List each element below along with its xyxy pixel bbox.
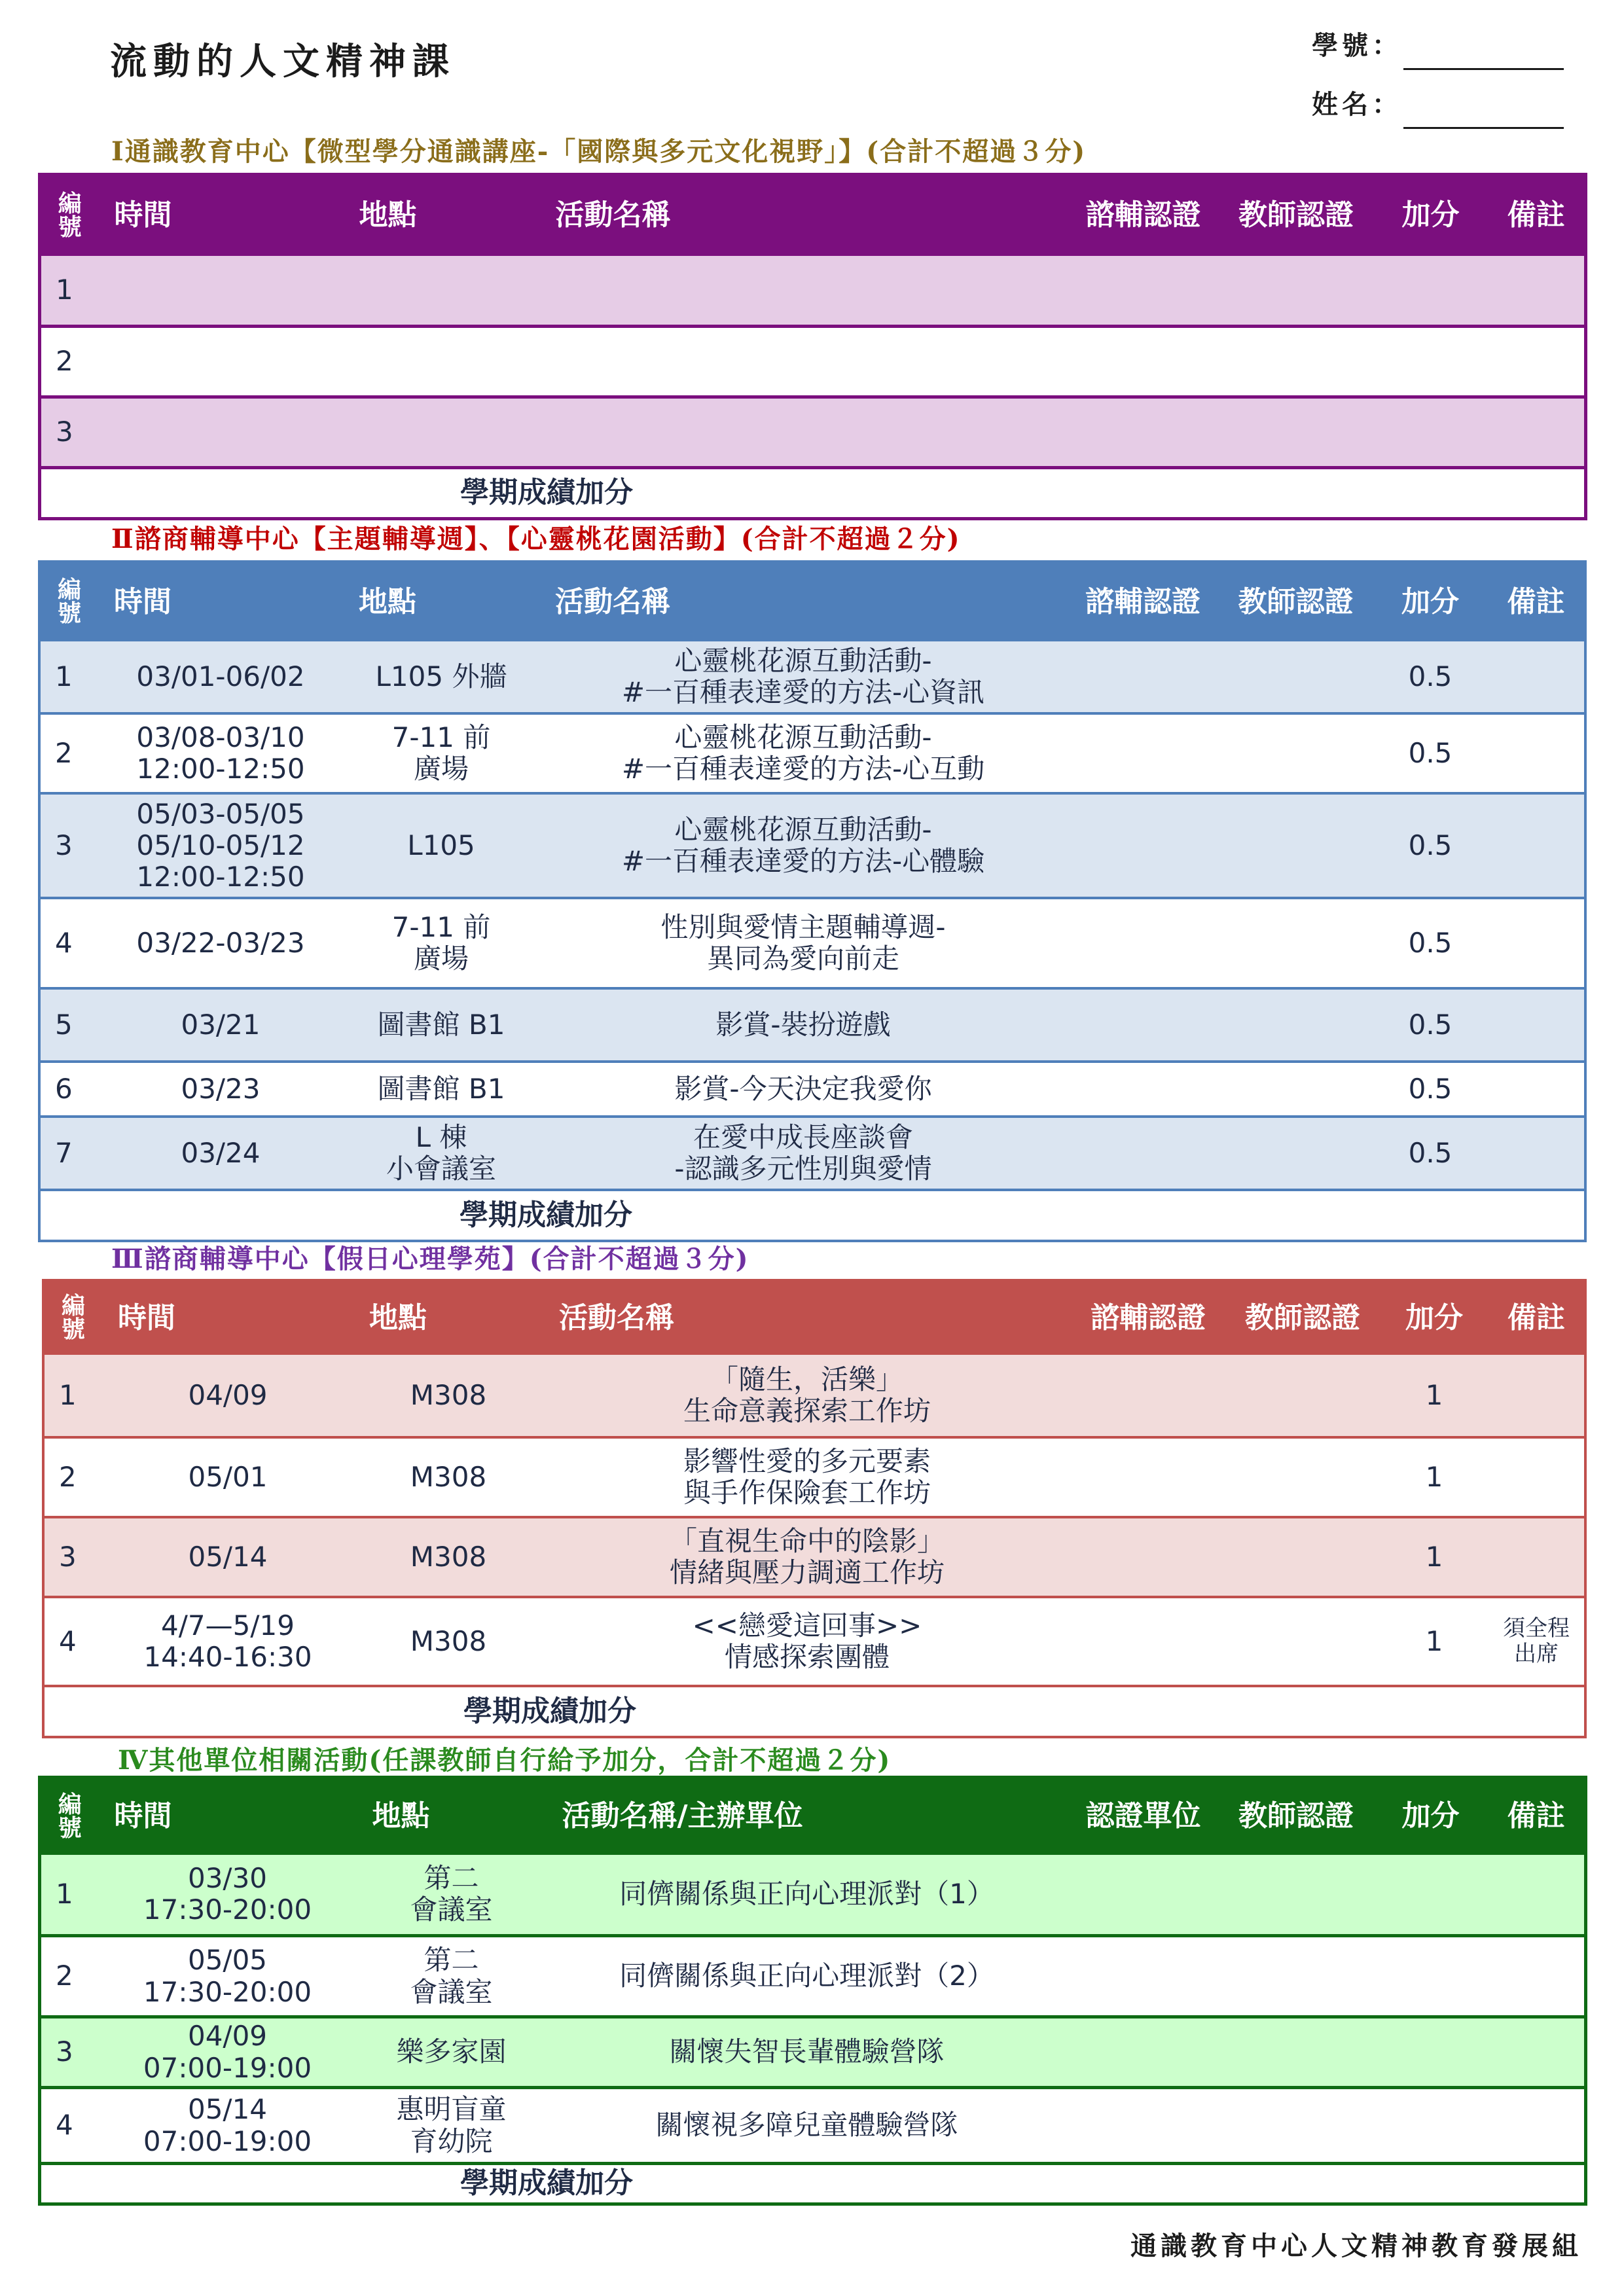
row-teacher[interactable] bbox=[1219, 898, 1373, 988]
row-score: 0.5 bbox=[1373, 793, 1488, 898]
row-activity[interactable] bbox=[540, 256, 1068, 327]
row-score: 0.5 bbox=[1373, 713, 1488, 793]
header-no: 編 號 bbox=[40, 1778, 99, 1855]
row-no: 2 bbox=[39, 713, 98, 793]
header-score: 加分 bbox=[1380, 1280, 1489, 1355]
row-time: 05/01 bbox=[102, 1437, 353, 1517]
table-row bbox=[40, 1936, 1586, 2017]
header-teacher: 教師認證 bbox=[1219, 1778, 1373, 1855]
row-cert[interactable] bbox=[1067, 1062, 1219, 1117]
row-teacher[interactable] bbox=[1225, 1517, 1380, 1597]
row-time: 03/21 bbox=[98, 988, 343, 1062]
table-row bbox=[40, 327, 1586, 397]
row-place: L 棟 小會議室 bbox=[343, 1117, 539, 1190]
row-score: 1 bbox=[1380, 1355, 1489, 1437]
row-teacher[interactable] bbox=[1219, 327, 1373, 397]
row-no: 5 bbox=[39, 988, 98, 1062]
header-place: 地點 bbox=[344, 175, 540, 256]
student-id-field[interactable] bbox=[1312, 25, 1402, 62]
semester-total-label: 學期成績加分 bbox=[460, 476, 633, 510]
row-note bbox=[1489, 1355, 1585, 1437]
row-note bbox=[1488, 988, 1585, 1062]
row-no: 4 bbox=[43, 1597, 102, 1686]
row-note bbox=[1488, 1117, 1585, 1190]
row-cert[interactable] bbox=[1071, 1355, 1225, 1437]
header-score: 加分 bbox=[1373, 1778, 1489, 1855]
row-cert[interactable] bbox=[1067, 713, 1219, 793]
row-note[interactable] bbox=[1489, 2088, 1586, 2164]
row-time: 05/03-05/05 05/10-05/12 12:00-12:50 bbox=[98, 793, 343, 898]
table-header bbox=[40, 1778, 1586, 1855]
row-activity: 影賞-裝扮遊戲 bbox=[539, 988, 1067, 1062]
header-time: 時間 bbox=[99, 175, 344, 256]
section-3-caption: Ⅲ諮商輔導中心【假日心理學苑】(合計不超過３分) bbox=[111, 1244, 749, 1274]
row-note[interactable] bbox=[1489, 327, 1586, 397]
header-note: 備註 bbox=[1489, 1280, 1585, 1355]
name-field[interactable] bbox=[1312, 84, 1402, 121]
row-cert[interactable] bbox=[1068, 327, 1219, 397]
row-activity: <<戀愛這回事>> 情感探索團體 bbox=[543, 1597, 1071, 1686]
row-cert[interactable] bbox=[1067, 793, 1219, 898]
row-note bbox=[1489, 1437, 1585, 1517]
header-note: 備註 bbox=[1488, 562, 1585, 641]
row-note bbox=[1488, 641, 1585, 713]
row-score[interactable] bbox=[1373, 1855, 1489, 1936]
total-row bbox=[40, 2164, 1586, 2204]
section-1-table bbox=[38, 173, 1587, 520]
header-score: 加分 bbox=[1373, 175, 1489, 256]
row-place: 圖書館 B1 bbox=[343, 988, 539, 1062]
row-note[interactable] bbox=[1489, 1936, 1586, 2017]
row-note bbox=[1488, 898, 1585, 988]
row-score[interactable] bbox=[1373, 256, 1489, 327]
row-place[interactable] bbox=[344, 397, 540, 468]
table-row bbox=[40, 256, 1586, 327]
row-cert[interactable] bbox=[1068, 256, 1219, 327]
section-4-caption: Ⅳ其他單位相關活動(任課教師自行給予加分，合計不超過２分) bbox=[118, 1745, 892, 1776]
header-no: 編 號 bbox=[43, 1280, 102, 1355]
header-no: 編 號 bbox=[40, 175, 99, 256]
row-place: 圖書館 B1 bbox=[343, 1062, 539, 1117]
row-time: 04/09 07:00-19:00 bbox=[99, 2017, 357, 2088]
row-note[interactable] bbox=[1489, 256, 1586, 327]
header-activity: 活動名稱 bbox=[540, 175, 1068, 256]
row-note bbox=[1488, 793, 1585, 898]
row-score[interactable] bbox=[1373, 2017, 1489, 2088]
row-time: 03/22-03/23 bbox=[98, 898, 343, 988]
row-time[interactable] bbox=[99, 397, 344, 468]
row-score: 0.5 bbox=[1373, 898, 1488, 988]
row-cert[interactable] bbox=[1067, 1117, 1219, 1190]
row-activity: 同儕關係與正向心理派對（2） bbox=[547, 1936, 1068, 2017]
row-teacher[interactable] bbox=[1219, 256, 1373, 327]
table-row bbox=[40, 2017, 1586, 2088]
row-note bbox=[1489, 1517, 1585, 1597]
row-time: 03/01-06/02 bbox=[98, 641, 343, 713]
row-no: 2 bbox=[40, 1936, 99, 2017]
row-no: 2 bbox=[40, 327, 99, 397]
row-score: 1 bbox=[1380, 1517, 1489, 1597]
row-score[interactable] bbox=[1373, 397, 1489, 468]
header-note: 備註 bbox=[1489, 175, 1586, 256]
table-row bbox=[39, 898, 1585, 988]
row-place: 惠明盲童 育幼院 bbox=[357, 2088, 547, 2164]
header-teacher: 教師認證 bbox=[1219, 562, 1373, 641]
header-no: 編 號 bbox=[39, 562, 98, 641]
row-score: 0.5 bbox=[1373, 1062, 1488, 1117]
row-time: 03/24 bbox=[98, 1117, 343, 1190]
row-teacher[interactable] bbox=[1219, 641, 1373, 713]
total-row bbox=[40, 468, 1586, 519]
row-time: 05/14 07:00-19:00 bbox=[99, 2088, 357, 2164]
header-place: 地點 bbox=[353, 1280, 543, 1355]
row-no: 2 bbox=[43, 1437, 102, 1517]
row-place: M308 bbox=[353, 1355, 543, 1437]
row-time: 03/30 17:30-20:00 bbox=[99, 1855, 357, 1936]
row-place: M308 bbox=[353, 1437, 543, 1517]
row-note: 須全程 出席 bbox=[1489, 1597, 1585, 1686]
row-activity[interactable] bbox=[540, 397, 1068, 468]
row-teacher[interactable] bbox=[1219, 988, 1373, 1062]
semester-total-label: 學期成績加分 bbox=[460, 1198, 632, 1232]
row-activity: 心靈桃花源互動活動- #一百種表達愛的方法-心資訊 bbox=[539, 641, 1067, 713]
header-teacher: 教師認證 bbox=[1225, 1280, 1380, 1355]
header-cert: 諮輔認證 bbox=[1068, 175, 1219, 256]
row-teacher[interactable] bbox=[1225, 1355, 1380, 1437]
row-teacher[interactable] bbox=[1219, 1855, 1373, 1936]
row-no: 1 bbox=[39, 641, 98, 713]
row-activity: 關懷視多障兒童體驗營隊 bbox=[547, 2088, 1068, 2164]
row-activity: 同儕關係與正向心理派對（1） bbox=[547, 1855, 1068, 1936]
table-row bbox=[39, 1062, 1585, 1117]
row-place: 樂多家園 bbox=[357, 2017, 547, 2088]
header-teacher: 教師認證 bbox=[1219, 175, 1373, 256]
row-cert[interactable] bbox=[1071, 1597, 1225, 1686]
row-note bbox=[1488, 1062, 1585, 1117]
header-cert: 諮輔認證 bbox=[1071, 1280, 1225, 1355]
row-teacher[interactable] bbox=[1219, 397, 1373, 468]
table-header bbox=[40, 175, 1586, 256]
row-place: 第二 會議室 bbox=[357, 1855, 547, 1936]
section-3-table bbox=[42, 1279, 1587, 1738]
header-time: 時間 bbox=[102, 1280, 353, 1355]
header-score: 加分 bbox=[1373, 562, 1488, 641]
row-teacher[interactable] bbox=[1225, 1437, 1380, 1517]
row-score: 0.5 bbox=[1373, 641, 1488, 713]
row-place[interactable] bbox=[344, 327, 540, 397]
row-activity: 影賞-今天決定我愛你 bbox=[539, 1062, 1067, 1117]
table-header bbox=[43, 1280, 1585, 1355]
row-no: 1 bbox=[43, 1355, 102, 1437]
row-cert[interactable] bbox=[1071, 1437, 1225, 1517]
row-no: 4 bbox=[40, 2088, 99, 2164]
header-activity: 活動名稱 bbox=[539, 562, 1067, 641]
table-row bbox=[40, 2088, 1586, 2164]
semester-total-label: 學期成績加分 bbox=[463, 1694, 636, 1728]
row-activity: 心靈桃花源互動活動- #一百種表達愛的方法-心體驗 bbox=[539, 793, 1067, 898]
row-place: 第二 會議室 bbox=[357, 1936, 547, 2017]
section-4-table bbox=[38, 1776, 1587, 2206]
row-no: 6 bbox=[39, 1062, 98, 1117]
row-place: 7-11 前 廣場 bbox=[343, 898, 539, 988]
table-row bbox=[40, 1855, 1586, 1936]
row-time: 05/05 17:30-20:00 bbox=[99, 1936, 357, 2017]
row-place: L105 外牆 bbox=[343, 641, 539, 713]
row-activity: 「隨生，活樂」 生命意義探索工作坊 bbox=[543, 1355, 1071, 1437]
table-row bbox=[43, 1355, 1585, 1437]
row-activity[interactable] bbox=[540, 327, 1068, 397]
student-id-label: 學號： bbox=[1312, 30, 1402, 61]
row-no: 3 bbox=[40, 397, 99, 468]
row-teacher[interactable] bbox=[1219, 2017, 1373, 2088]
row-no: 4 bbox=[39, 898, 98, 988]
table-row bbox=[39, 713, 1585, 793]
header-cert: 諮輔認證 bbox=[1067, 562, 1219, 641]
header-place: 地點 bbox=[357, 1778, 547, 1855]
row-time: 03/08-03/10 12:00-12:50 bbox=[98, 713, 343, 793]
row-no: 3 bbox=[40, 2017, 99, 2088]
row-teacher[interactable] bbox=[1219, 713, 1373, 793]
row-activity: 在愛中成長座談會 -認識多元性別與愛情 bbox=[539, 1117, 1067, 1190]
table-row bbox=[43, 1437, 1585, 1517]
row-teacher[interactable] bbox=[1219, 1936, 1373, 2017]
row-time[interactable] bbox=[99, 327, 344, 397]
table-row bbox=[39, 641, 1585, 713]
row-time: 03/23 bbox=[98, 1062, 343, 1117]
table-row bbox=[39, 793, 1585, 898]
row-cert[interactable] bbox=[1071, 1517, 1225, 1597]
table-row bbox=[43, 1597, 1585, 1686]
row-score[interactable] bbox=[1373, 327, 1489, 397]
row-no: 3 bbox=[43, 1517, 102, 1597]
section-1-caption: Ⅰ通識教育中心【微型學分通識講座-「國際與多元文化視野」】(合計不超過３分) bbox=[111, 136, 1087, 167]
row-no: 3 bbox=[39, 793, 98, 898]
header-activity: 活動名稱 bbox=[543, 1280, 1071, 1355]
header-time: 時間 bbox=[98, 562, 343, 641]
row-teacher[interactable] bbox=[1219, 793, 1373, 898]
row-cert[interactable] bbox=[1068, 397, 1219, 468]
section-2-caption: Ⅱ諮商輔導中心【主題輔導週】、【心靈桃花園活動】(合計不超過２分) bbox=[111, 524, 961, 554]
row-time: 04/09 bbox=[102, 1355, 353, 1437]
row-activity: 「直視生命中的陰影」 情緒與壓力調適工作坊 bbox=[543, 1517, 1071, 1597]
row-score[interactable] bbox=[1373, 1936, 1489, 2017]
row-activity: 影響性愛的多元要素 與手作保險套工作坊 bbox=[543, 1437, 1071, 1517]
total-row bbox=[43, 1686, 1585, 1737]
row-score: 0.5 bbox=[1373, 1117, 1488, 1190]
row-no: 1 bbox=[40, 1855, 99, 1936]
row-activity: 性別與愛情主題輔導週- 異同為愛向前走 bbox=[539, 898, 1067, 988]
row-teacher[interactable] bbox=[1219, 1062, 1373, 1117]
name-label: 姓名： bbox=[1312, 89, 1402, 120]
student-id-line bbox=[1403, 68, 1564, 70]
row-time: 05/14 bbox=[102, 1517, 353, 1597]
page-title: 流動的人文精神課 bbox=[110, 40, 456, 83]
row-note[interactable] bbox=[1489, 1855, 1586, 1936]
row-cert[interactable] bbox=[1068, 2017, 1219, 2088]
row-place: 7-11 前 廣場 bbox=[343, 713, 539, 793]
row-place: L105 bbox=[343, 793, 539, 898]
row-teacher[interactable] bbox=[1219, 1117, 1373, 1190]
row-place: M308 bbox=[353, 1597, 543, 1686]
row-cert[interactable] bbox=[1068, 1936, 1219, 2017]
row-activity: 關懷失智長輩體驗營隊 bbox=[547, 2017, 1068, 2088]
row-no: 1 bbox=[40, 256, 99, 327]
row-score: 1 bbox=[1380, 1597, 1489, 1686]
row-place: M308 bbox=[353, 1517, 543, 1597]
row-place[interactable] bbox=[344, 256, 540, 327]
total-row bbox=[39, 1190, 1585, 1241]
header-place: 地點 bbox=[343, 562, 539, 641]
row-score: 1 bbox=[1380, 1437, 1489, 1517]
semester-total-label: 學期成績加分 bbox=[460, 2166, 633, 2200]
row-activity: 心靈桃花源互動活動- #一百種表達愛的方法-心互動 bbox=[539, 713, 1067, 793]
row-note[interactable] bbox=[1489, 2017, 1586, 2088]
table-row bbox=[39, 988, 1585, 1062]
section-2-table bbox=[38, 560, 1587, 1242]
header-cert: 認證單位 bbox=[1068, 1778, 1219, 1855]
header-time: 時間 bbox=[99, 1778, 357, 1855]
row-score: 0.5 bbox=[1373, 988, 1488, 1062]
row-note bbox=[1488, 713, 1585, 793]
row-cert[interactable] bbox=[1068, 1855, 1219, 1936]
table-row bbox=[40, 397, 1586, 468]
row-teacher[interactable] bbox=[1225, 1597, 1380, 1686]
header-note: 備註 bbox=[1489, 1778, 1586, 1855]
table-header bbox=[39, 562, 1585, 641]
name-line bbox=[1403, 127, 1564, 129]
row-time: 4/7—5/19 14:40-16:30 bbox=[102, 1597, 353, 1686]
row-cert[interactable] bbox=[1067, 988, 1219, 1062]
header-activity: 活動名稱/主辦單位 bbox=[547, 1778, 1068, 1855]
row-teacher[interactable] bbox=[1219, 2088, 1373, 2164]
footer-department: 通識教育中心人文精神教育發展組 bbox=[1130, 2231, 1582, 2261]
row-score[interactable] bbox=[1373, 2088, 1489, 2164]
row-note[interactable] bbox=[1489, 397, 1586, 468]
row-cert[interactable] bbox=[1067, 641, 1219, 713]
row-cert[interactable] bbox=[1068, 2088, 1219, 2164]
row-no: 7 bbox=[39, 1117, 98, 1190]
table-row bbox=[43, 1517, 1585, 1597]
row-time[interactable] bbox=[99, 256, 344, 327]
table-row bbox=[39, 1117, 1585, 1190]
row-cert[interactable] bbox=[1067, 898, 1219, 988]
